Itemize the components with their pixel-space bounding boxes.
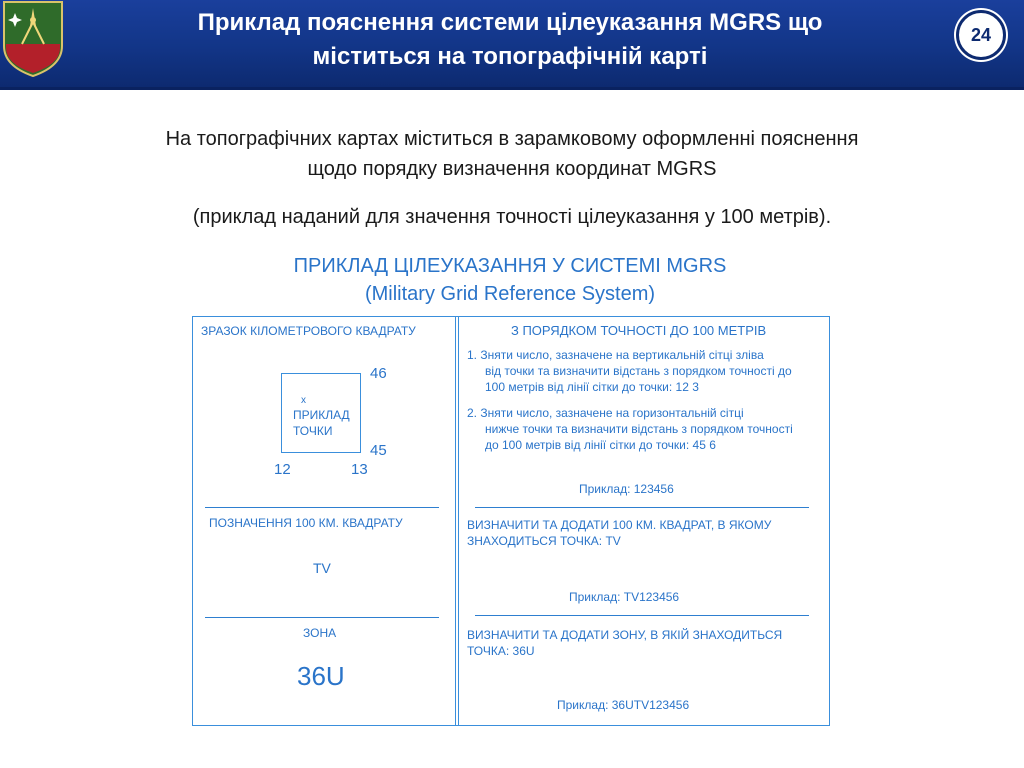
steps-list (467, 347, 827, 463)
military-emblem-icon (0, 0, 66, 78)
accuracy-title: З ПОРЯДКОМ ТОЧНОСТІ ДО 100 МЕТРІВ (511, 323, 767, 338)
step-1-line-2: від точки та визначити відстань з порядком точності до (485, 364, 792, 378)
diagram-title-line-1: ПРИКЛАД ЦІЛЕУКАЗАННЯ У СИСТЕМІ MGRS (293, 255, 727, 277)
point-marker: x (301, 395, 306, 406)
right-separator-2 (475, 615, 809, 616)
intro-paragraph (40, 124, 984, 184)
add-zone-line-1: ВИЗНАЧИТИ ТА ДОДАТИ ЗОНУ, В ЯКІЙ ЗНАХОДИТЬСЯ (467, 628, 783, 642)
diagram-title-line-2: (Military Grid Reference System) (364, 283, 656, 305)
grid-label-left: 12 (274, 461, 291, 478)
km-square-title: ЗРАЗОК КІЛОМЕТРОВОГО КВАДРАТУ (201, 324, 416, 338)
square-100km-value: TV (313, 560, 331, 576)
page-title-line-2: міститься на топографічній карті (312, 43, 708, 70)
square-100km-title: ПОЗНАЧЕННЯ 100 КМ. КВАДРАТУ (209, 516, 403, 530)
page-number-badge (956, 10, 1006, 60)
example-2: Приклад: TV123456 (569, 590, 680, 604)
example-1: Приклад: 123456 (579, 482, 674, 496)
column-divider (455, 317, 459, 725)
intro-line-1: На топографічних картах міститься в зарамковому оформленні пояснення (165, 128, 859, 150)
zone-title: ЗОНА (303, 626, 337, 640)
zone-value: 36U (297, 661, 345, 691)
intro-line-2: щодо порядку визначення координат MGRS (307, 158, 717, 180)
step-1-line-3: 100 метрів від лінії сітки до точки: 12 3 (485, 380, 699, 394)
left-separator-1 (205, 507, 439, 508)
step-1 (467, 347, 827, 395)
diagram-title (200, 252, 820, 308)
step-1-line-1: 1. Зняти число, зазначене на вертикальній сітці зліва (467, 348, 764, 362)
mgrs-example-diagram (192, 316, 830, 726)
intro-note: (приклад наданий для значення точності цілеуказання у 100 метрів). (192, 206, 832, 228)
add-square-line-2: ЗНАХОДИТЬСЯ ТОЧКА: TV (467, 534, 621, 548)
point-label-2: ТОЧКИ (293, 424, 333, 438)
header-banner (0, 0, 1024, 90)
step-2 (467, 405, 827, 453)
left-separator-2 (205, 617, 439, 618)
step-2-line-1: 2. Зняти число, зазначене на горизонтальній сітці (467, 406, 744, 420)
page-title-line-1: Приклад пояснення системи цілеуказання MGRS що (197, 9, 823, 36)
page-number: 24 (970, 24, 992, 45)
step-2-line-3: до 100 метрів від лінії сітки до точки: 45 6 (485, 438, 716, 452)
right-separator-1 (475, 507, 809, 508)
grid-label-right: 13 (351, 461, 368, 478)
grid-label-top: 46 (370, 365, 387, 382)
step-2-line-2: нижче точки та визначити відстань з порядком точності (485, 422, 793, 436)
example-3: Приклад: 36UTV123456 (557, 698, 690, 712)
add-square-line-1: ВИЗНАЧИТИ ТА ДОДАТИ 100 КМ. КВАДРАТ, В ЯКОМУ (467, 518, 772, 532)
grid-label-bottom: 45 (370, 442, 387, 459)
point-label-1: ПРИКЛАД (293, 408, 350, 422)
add-zone-line-2: ТОЧКА: 36U (467, 644, 535, 658)
page-title (110, 6, 910, 74)
